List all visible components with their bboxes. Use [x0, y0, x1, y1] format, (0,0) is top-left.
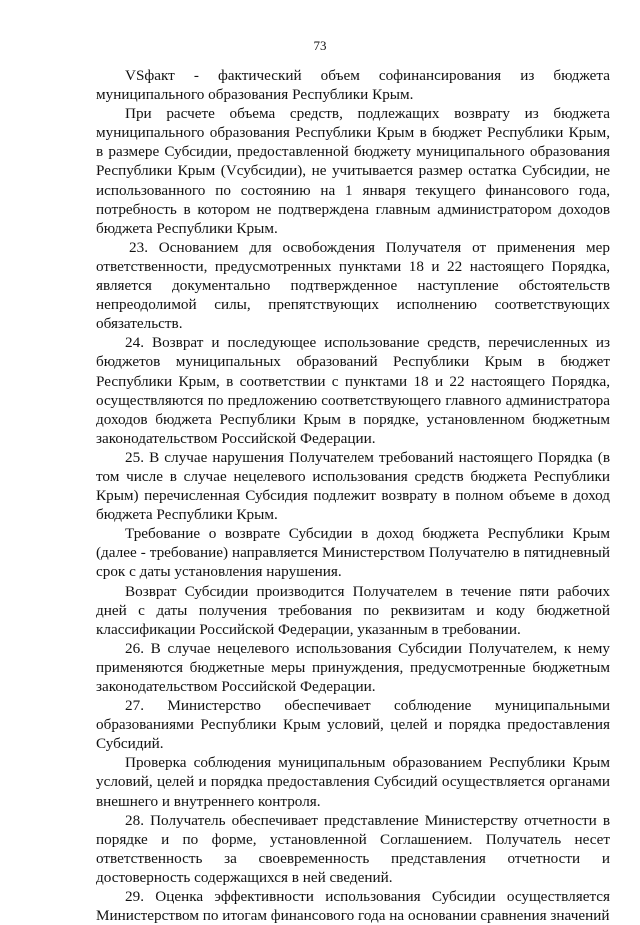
paragraph-clause-26: 26. В случае нецелевого использования Субсидии Получателем, к нему применяются бюджетные меры принуждения, предусмотренные бюджетным законодательством Российской Федерации.: [96, 639, 610, 695]
page-number: 73: [313, 38, 327, 53]
paragraph-clause-28: 28. Получатель обеспечивает представление Министерству отчетности в порядке и по форме, установленной Соглашением. Получатель несет ответственность за своевременность представления отчетности и достоверность содержащихся в ней сведений.: [96, 811, 610, 886]
paragraph-clause-23: 23. Основанием для освобождения Получателя от применения мер ответственности, предусмотренных пунктами 18 и 22 настоящего Порядка, является документально подтвержденное наступление обстоятельств непреодолимой силы, препятствующих исполнению соответствующих обязательств.: [96, 238, 610, 333]
paragraph-compliance-check: Проверка соблюдения муниципальным образованием Республики Крым условий, целей и порядка предоставления Субсидий осуществляется органами внешнего и внутреннего контроля.: [96, 754, 610, 810]
paragraph-return-deadline: Возврат Субсидии производится Получателем в течение пяти рабочих дней с даты получения требования по реквизитам и коду бюджетной классификации Российской Федерации, указанным в требовании.: [96, 582, 610, 638]
paragraph-return-calculation: При расчете объема средств, подлежащих возврату из бюджета муниципального образования Республики Крым в бюджет Республики Крым, в размере Субсидии, предоставленной бюджету муниципального образования Республики Крым (Vсубсидии), не учитывается размер остатка Субсидии, не использованного по состоянию на 1 января текущего финансового года, потребность в котором не подтверждена главным администратором доходов бюджета Республики Крым.: [96, 105, 610, 237]
document-body: [96, 66, 610, 925]
paragraph-clause-29: 29. Оценка эффективности использования Субсидии осуществляется Министерством по итогам финансового года на основании сравнения значений: [96, 888, 610, 925]
paragraph-clause-25: 25. В случае нарушения Получателем требований настоящего Порядка (в том числе в случае нецелевого использования средств бюджета Республики Крым) перечисленная Субсидия подлежит возврату в полном объеме в доход бюджета Республики Крым.: [96, 448, 610, 524]
paragraph-clause-27: 27. Министерство обеспечивает соблюдение муниципальными образованиями Республики Крым условий, целей и порядка предоставления Субсидий.: [96, 697, 610, 753]
paragraph-clause-24: 24. Возврат и последующее использование средств, перечисленных из бюджетов муниципальных образований Республики Крым в бюджет Республики Крым, в соответствии с пунктами 18 и 22 настоящего Порядка, осуществляются по предложению соответствующего главного администратора доходов бюджета Республики Крым в порядке, установленном бюджетным законодательством Российской Федерации.: [96, 334, 610, 447]
paragraph-return-requirement: Требование о возврате Субсидии в доход бюджета Республики Крым (далее - требование) направляется Министерством Получателю в пятидневный срок с даты установления нарушения.: [96, 525, 610, 581]
paragraph-vsfact-definition: VSфакт - фактический объем софинансирования из бюджета муниципального образования Республики Крым.: [96, 67, 610, 104]
